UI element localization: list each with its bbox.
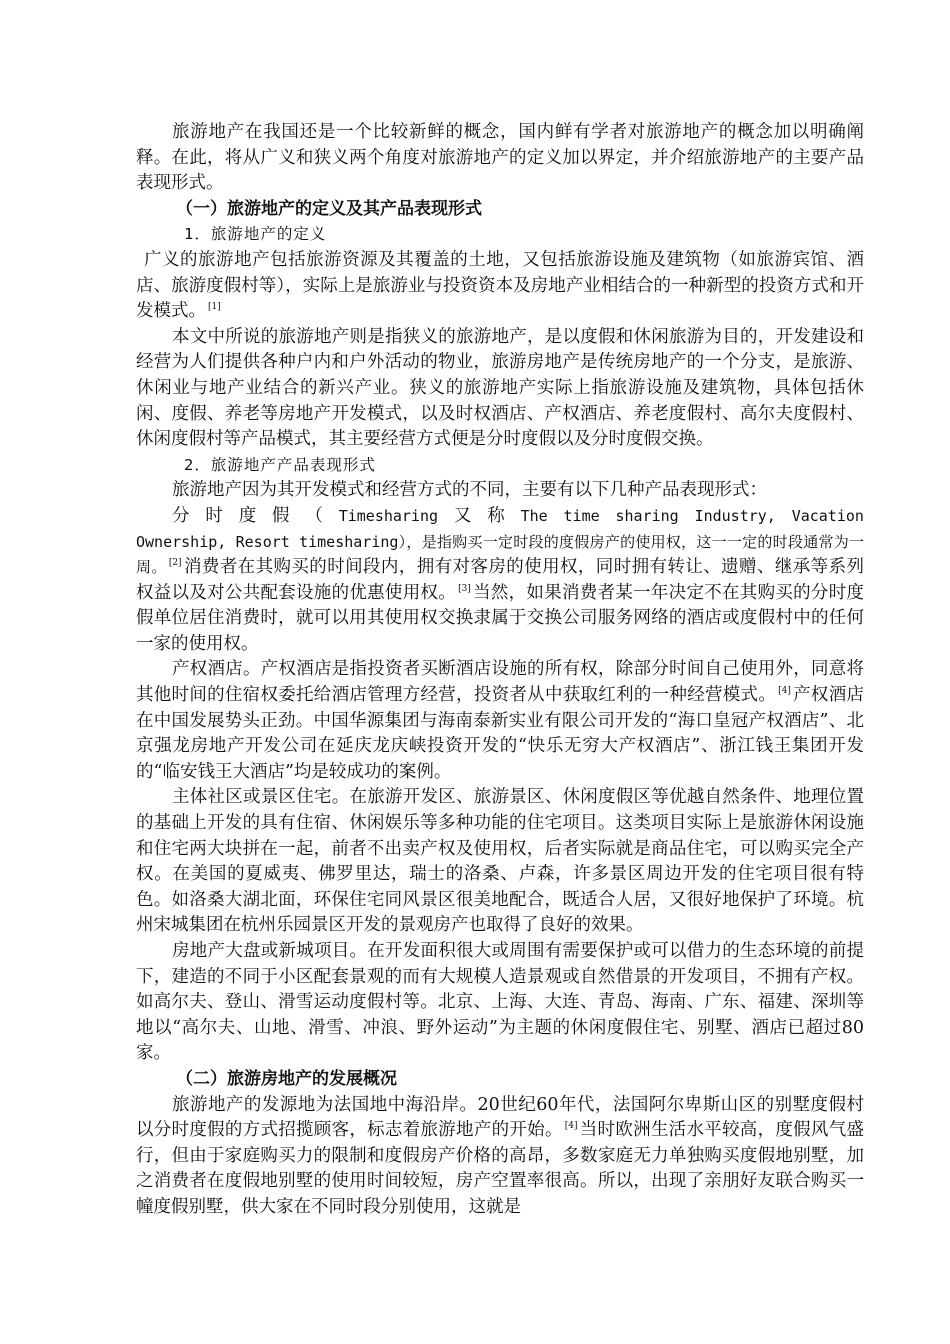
ts-word: sharing — [615, 506, 679, 525]
ts-word: Industry, — [694, 506, 776, 525]
residence-paragraph: 主体社区或景区住宅。在旅游开发区、旅游景区、休闲度假区等优越自然条件、地理位置的基础上开发的具有住宿、休闲娱乐等多种功能的住宅项目。这类项目实际上是旅游休闲设施和住宅两大块拼在一起，前者不出卖产权及使用权，后者实际就是商品住宅，可以购买完全产权。在美国的夏威夷、佛罗里达，瑞士的洛桑、卢森，许多景区周边开发的住宅项目很有特色。如洛桑大湖北面，环保住宅同风景区很美地配合，既适合人居，又很好地保护了环境。杭州宋城集团在杭州乐园景区开发的景观房产也取得了良好的效果。 — [136, 787, 864, 936]
citation-ref: [3] — [458, 583, 471, 594]
forms-intro-paragraph: 旅游地产因为其开发模式和经营方式的不同，主要有以下几种产品表现形式： — [172, 480, 767, 501]
timeshare-text-c: 当然，如果消费者某一年决定不在其购买的分时度假单位居住消费时，就可以用其使用权交换隶属于交换公司服务网络的酒店或度假村中的任何一家的使用权。 — [136, 582, 864, 654]
section-heading-definition: （一）旅游地产的定义及其产品表现形式 — [176, 198, 482, 219]
ts-word: Timesharing — [338, 506, 439, 525]
intro-paragraph: 旅游地产在我国还是一个比较新鲜的概念，国内鲜有学者对旅游地产的概念加以明确阐释。在此，将从广义和狭义两个角度对旅游地产的定义加以界定，并介绍旅游地产的主要产品表现形式。 — [136, 122, 864, 194]
ts-word: 又 — [453, 505, 472, 526]
citation-ref: [4] — [778, 686, 791, 697]
timeshare-text-b: 消费者在其购买的时间段内，拥有对客房的使用权，同时拥有转让、遗赠、继承等系列权益以及对公共配套设施的优惠使用权。 — [136, 557, 864, 603]
ts-word: 时 — [205, 505, 223, 526]
narrow-definition-paragraph: 本文中所说的旅游地产则是指狭义的旅游地产，是以度假和休闲旅游为目的，开发建设和经营为人们提供各种户内和户外活动的物业，旅游房地产是传统房地产的一个分支，是旅游、休闲业与地产业结合的新兴产业。狭义的旅游地产实际上指旅游设施及建筑物，具体包括休闲、度假、养老等房地产开发模式，以及时权酒店、产权酒店、养老度假村、高尔夫度假村、休闲度假村等产品模式，其主要经营方式便是分时度假以及分时度假交换。 — [136, 326, 864, 450]
section-heading-development: （二）旅游房地产的发展概况 — [176, 1068, 397, 1089]
ts-word: 度 — [238, 505, 257, 526]
property-text-b: 产权酒店在中国发展势头正劲。中国华源集团与海南泰新实业有限公司开发的“海口皇冠产权酒店”、北京强龙房地产开发公司在延庆龙庆峡投资开发的“快乐无穷大产权酒店”、浙江钱王集团开发的“临安钱王大酒店”均是较成功的案例。 — [136, 685, 864, 782]
big-project-paragraph: 房地产大盘或新城项目。在开发面积很大或周围有需要保护或可以借力的生态环境的前提下，建造的不同于小区配套景观的而有大规模人造景观或自然借景的开发项目，不拥有产权。如高尔夫、登山、滑雪运动度假村等。北京、上海、大连、青岛、海南、广东、福建、深圳等地以“高尔夫、山地、滑雪、冲浪、野外运动”为主题的休闲度假住宅、别墅、酒店已超过80家。 — [136, 941, 864, 1064]
ts-word: （ — [305, 505, 323, 526]
ts-word: 称 — [487, 505, 505, 526]
ts-word: Vacation — [791, 506, 864, 525]
ts-word: 分 — [172, 505, 190, 526]
development-paragraph — [136, 1093, 864, 1221]
citation-ref: [2] — [168, 558, 182, 569]
timeshare-first-line — [136, 504, 864, 530]
broad-definition-text: 广义的旅游地产包括旅游资源及其覆盖的土地，又包括旅游设施及建筑物（如旅游宾馆、酒店、旅游度假村等），实际上是旅游业与投资资本及房地产业相结合的一种新型的投资方式和开发模式。 — [136, 249, 864, 322]
development-text-a: 旅游地产的发源地为法国地中海沿岸。20世纪60年代，法国阿尔卑斯山区的别墅度假村以分时度假的方式招揽顾客，标志着旅游地产的开始。 — [136, 1094, 864, 1141]
citation-ref: [4] — [564, 1121, 578, 1132]
broad-definition-paragraph — [136, 248, 864, 325]
timeshare-text-a: Ownership, Resort timesharing），是指购买一定时段的度假房产的使用权，这一一定的时段通常为一周。 — [136, 532, 864, 577]
citation-ref: [1] — [208, 302, 221, 313]
ts-word: time — [563, 506, 600, 525]
property-hotel-paragraph — [136, 657, 864, 785]
timeshare-paragraph — [136, 530, 864, 658]
property-text-a: 产权酒店。产权酒店是指投资者买断酒店设施的所有权，除部分时间自己使用外，同意将其他时间的住宿权委托给酒店管理方经营，投资者从中获取红利的一种经营模式。 — [136, 659, 864, 706]
ts-word: The — [520, 506, 548, 525]
document-page — [136, 120, 864, 1221]
ts-word: 假 — [272, 505, 290, 526]
subheading-definition: 1．旅游地产的定义 — [184, 225, 327, 244]
subheading-forms: 2．旅游地产产品表现形式 — [184, 455, 376, 474]
development-text-b: 当时欧洲生活水平较高，度假风气盛行，但由于家庭购买力的限制和度假房产价格的高昂，多数家庭无力单独购买度假地别墅，加之消费者在度假地别墅的使用时间较短，房产空置率很高。所以，出现了亲朋好友联合购买一幢度假别墅，供大家在不同时段分别使用，这就是 — [136, 1120, 864, 1217]
